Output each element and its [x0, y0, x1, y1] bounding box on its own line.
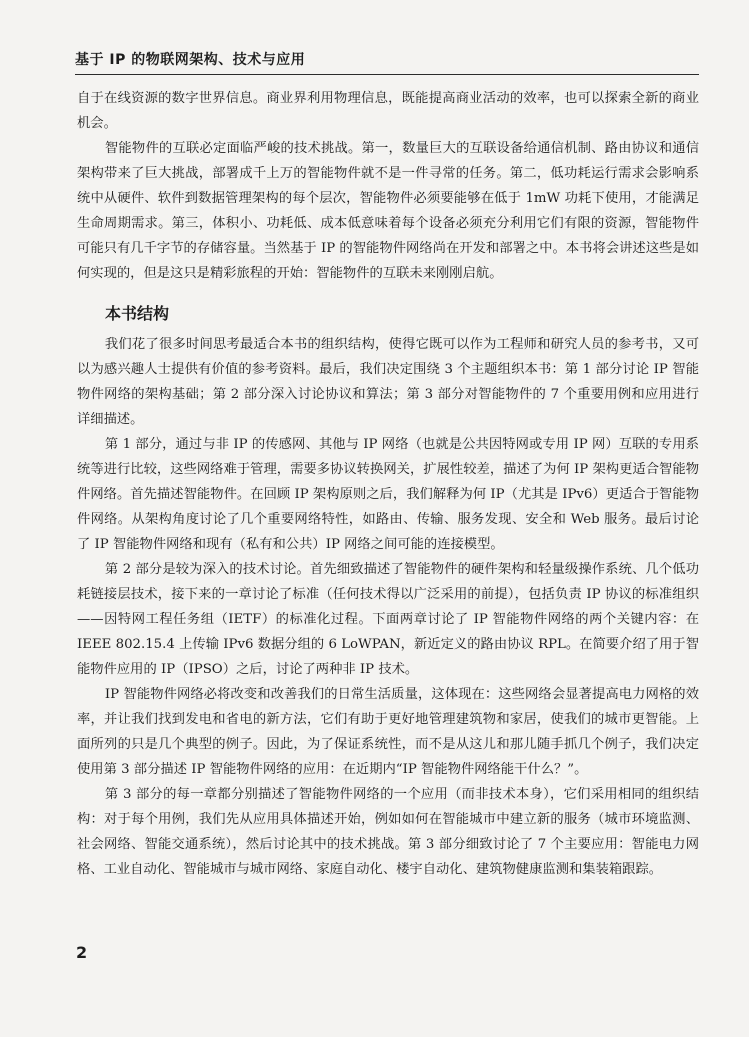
paragraph: 第 1 部分，通过与非 IP 的传感网、其他与 IP 网络（也就是公共因特网或专用 IP 网）互联的专用系统等进行比较，这些网络难于管理，需要多协议转换网关，扩展性较差，描述了为何 IP 架构更适合智能物件网络。首先描述智能物件。在回顾 IP 架构原则之后，我们解释为何 IP（尤其是 IPv6）更适合于智能物件网络。从架构角度讨论了几个重要网络特性，如路由、传输、服务发现、安全和 Web 服务。最后讨论了 IP 智能物件网络和现有（私有和公共）IP 网络之间可能的连接模型。 — [77, 437, 699, 552]
paragraph: 我们花了很多时间思考最适合本书的组织结构，使得它既可以作为工程师和研究人员的参考书，又可以为感兴趣人士提供有价值的参考资料。最后，我们决定围绕 3 个主题组织本书：第 1 部分讨论 IP 智能物件网络的架构基础；第 2 部分深入讨论协议和算法；第 3 部分对智能物件的 7 个重要用例和应用进行详细描述。 — [77, 337, 699, 427]
paragraph: 智能物件的互联必定面临严峻的技术挑战。第一，数量巨大的互联设备给通信机制、路由协议和通信架构带来了巨大挑战，部署成千上万的智能物件就不是一件寻常的任务。第二，低功耗运行需求会影响系统中从硬件、软件到数据管理架构的每个层次，智能物件必须要能够在低于 1mW 功耗下使用，才能满足生命周期需求。第三，体积小、功耗低、成本低意味着每个设备必须充分利用它们有限的资源，智能物件可能只有几千字节的存储容量。当然基于 IP 的智能物件网络尚在开发和部署之中。本书将会讲述这些是如何实现的，但是这只是精彩旅程的开始：智能物件的互联未来刚刚启航。 — [77, 141, 699, 281]
paragraph: 第 2 部分是较为深入的技术讨论。首先细致描述了智能物件的硬件架构和轻量级操作系统、几个低功耗链接层技术，接下来的一章讨论了标准（任何技术得以广泛采用的前提），包括负责 IP 协议的标准组织——因特网工程任务组（IETF）的标准化过程。下面两章讨论了 IP 智能物件网络的两个关键内容：在 IEEE 802.15.4 上传输 IPv6 数据分组的 6 LoWPAN，新近定义的路由协议 RPL。在简要介绍了用于智能物件应用的 IP（IPSO）之后，讨论了两种非 IP 技术。 — [77, 562, 699, 677]
section-heading: 本书结构 — [105, 304, 170, 323]
page-number: 2 — [76, 943, 88, 962]
paragraph: IP 智能物件网络必将改变和改善我们的日常生活质量，这体现在：这些网络会显著提高电力网格的效率，并让我们找到发电和省电的新方法，它们有助于更好地管理建筑物和家居，使我们的城市更智能。上面所列的只是几个典型的例子。因此，为了保证系统性，而不是从这儿和那儿随手抓几个例子，我们决定使用第 3 部分描述 IP 智能物件网络的应用：在近期内“IP 智能物件网络能干什么？”。 — [77, 687, 699, 777]
header-rule — [75, 74, 699, 75]
paragraph: 自于在线资源的数字世界信息。商业界利用物理信息，既能提高商业活动的效率，也可以探索全新的商业机会。 — [77, 91, 699, 131]
paragraph: 第 3 部分的每一章都分别描述了智能物件网络的一个应用（而非技术本身），它们采用相同的组织结构：对于每个用例，我们先从应用具体描述开始，例如如何在智能城市中建立新的服务（城市环境监测、社会网络、智能交通系统），然后讨论其中的技术挑战。第 3 部分细致讨论了 7 个主要应用：智能电力网格、工业自动化、智能城市与城市网络、家庭自动化、楼宇自动化、建筑物健康监测和集装箱跟踪。 — [77, 787, 699, 877]
running-header: 基于 IP 的物联网架构、技术与应用 — [75, 52, 306, 68]
page-body — [77, 86, 699, 882]
